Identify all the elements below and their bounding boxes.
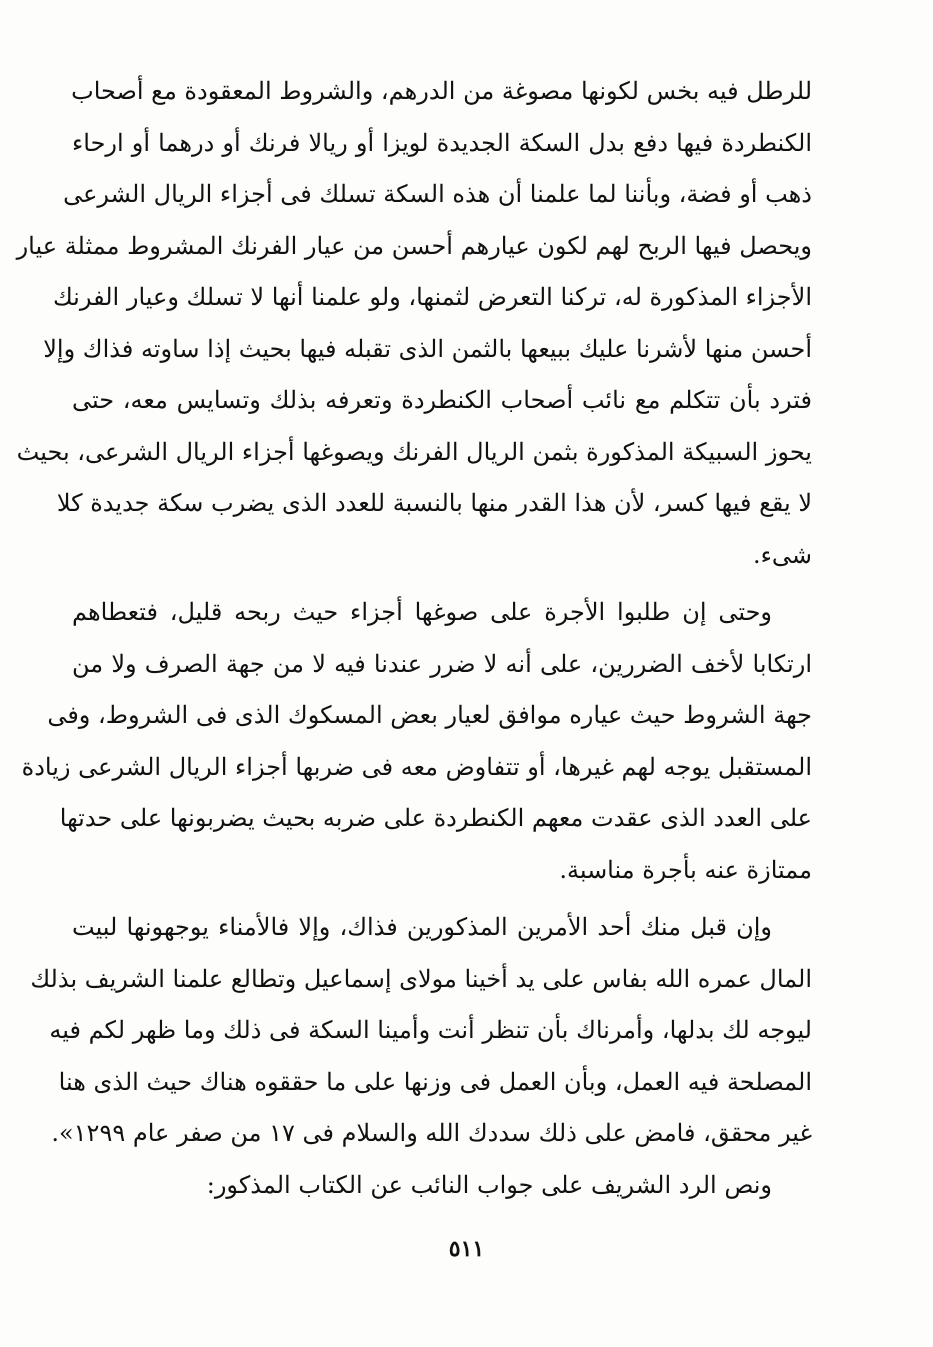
- paragraph-3: [30, 902, 812, 1160]
- body-text: [16, 66, 812, 1211]
- page-number: ٥١١: [448, 1236, 485, 1262]
- text-line: لا يقع فيها كسر، لأن هذا القدر منها بالنسبة للعدد الذى يضرب سكة جديدة كلا: [56, 489, 812, 517]
- text-line: المصلحة فيه العمل، وبأن العمل فى وزنها على ما حققوه هناك حيث الذى هنا: [58, 1067, 812, 1096]
- closing-line: ونص الرد الشريف على جواب النائب عن الكتاب المذكور:: [206, 1170, 772, 1199]
- text-line: ارتكابا لأخف الضررين، على أنه لا ضرر عندنا فيه لا من جهة الصرف ولا من: [72, 649, 812, 678]
- paragraph-2: [21, 587, 812, 896]
- text-line: الكنطردة فيها دفع بدل السكة الجديدة لويزا أو ريالا فرنك أو درهما أو ارحاء: [72, 128, 812, 157]
- text-line: للرطل فيه بخس لكونها مصوغة من الدرهم، والشروط المعقودة مع أصحاب: [71, 77, 812, 105]
- text-line: ذهب أو فضة، وبأننا لما علمنا أن هذه السكة تسلك فى أجزاء الريال الشرعى: [63, 180, 812, 208]
- text-line: ليوجه لك بدلها، وأمرناك بأن تنظر أنت وأمينا السكة فى ذلك وما ظهر لكم فيه: [49, 1016, 812, 1044]
- text-line: ممتازة عنه بأجرة مناسبة.: [559, 855, 812, 884]
- paragraph-1: [16, 66, 812, 581]
- text-line: ويحصل فيها الربح لهم لكون عيارهم أحسن من عيار الفرنك المشروط ممثلة عيار: [16, 231, 812, 260]
- text-line: شىء.: [752, 540, 812, 569]
- text-line: أحسن منها لأشرنا عليك ببيعها بالثمن الذى تقبله فيها بحيث إذا ساوته فذاك وإلا: [43, 334, 812, 363]
- text-line: جهة الشروط حيث عياره موافق لعيار بعض المسكوك الذى فى الشروط، وفى: [47, 701, 812, 729]
- text-line: على العدد الذى عقدت معهم الكنطردة على ضربه بحيث يضربونها على حدتها: [59, 804, 812, 832]
- closing-paragraph: [72, 1160, 812, 1212]
- text-line: فترد بأن تتكلم مع نائب أصحاب الكنطردة وتعرفه بذلك وتسايس معه، حتى: [72, 386, 812, 414]
- text-line: المال عمره الله بفاس على يد أخينا مولاى إسماعيل وتطالع علمنا الشريف بذلك: [30, 964, 812, 993]
- text-line: الأجزاء المذكورة له، تركنا التعرض لثمنها، ولو علمنا أنها لا تسلك وعيار الفرنك: [52, 283, 812, 311]
- text-line: المستقبل يوجه لهم غيرها، أو تتفاوض معه فى ضربها أجزاء الريال الشرعى زيادة: [21, 752, 812, 781]
- text-line: وإن قبل منك أحد الأمرين المذكورين فذاك، وإلا فالأمناء يوجهونها لبيت: [72, 913, 772, 941]
- text-line: وحتى إن طلبوا الأجرة على صوغها أجزاء حيث ربحه قليل، فتعطاهم: [72, 598, 772, 626]
- text-line: غير محقق، فامض على ذلك سددك الله والسلام فى ١٧ من صفر عام ١٢٩٩».: [51, 1119, 812, 1147]
- text-line: يحوز السبيكة المذكورة بثمن الريال الفرنك ويصوغها أجزاء الريال الشرعى، بحيث: [16, 437, 812, 466]
